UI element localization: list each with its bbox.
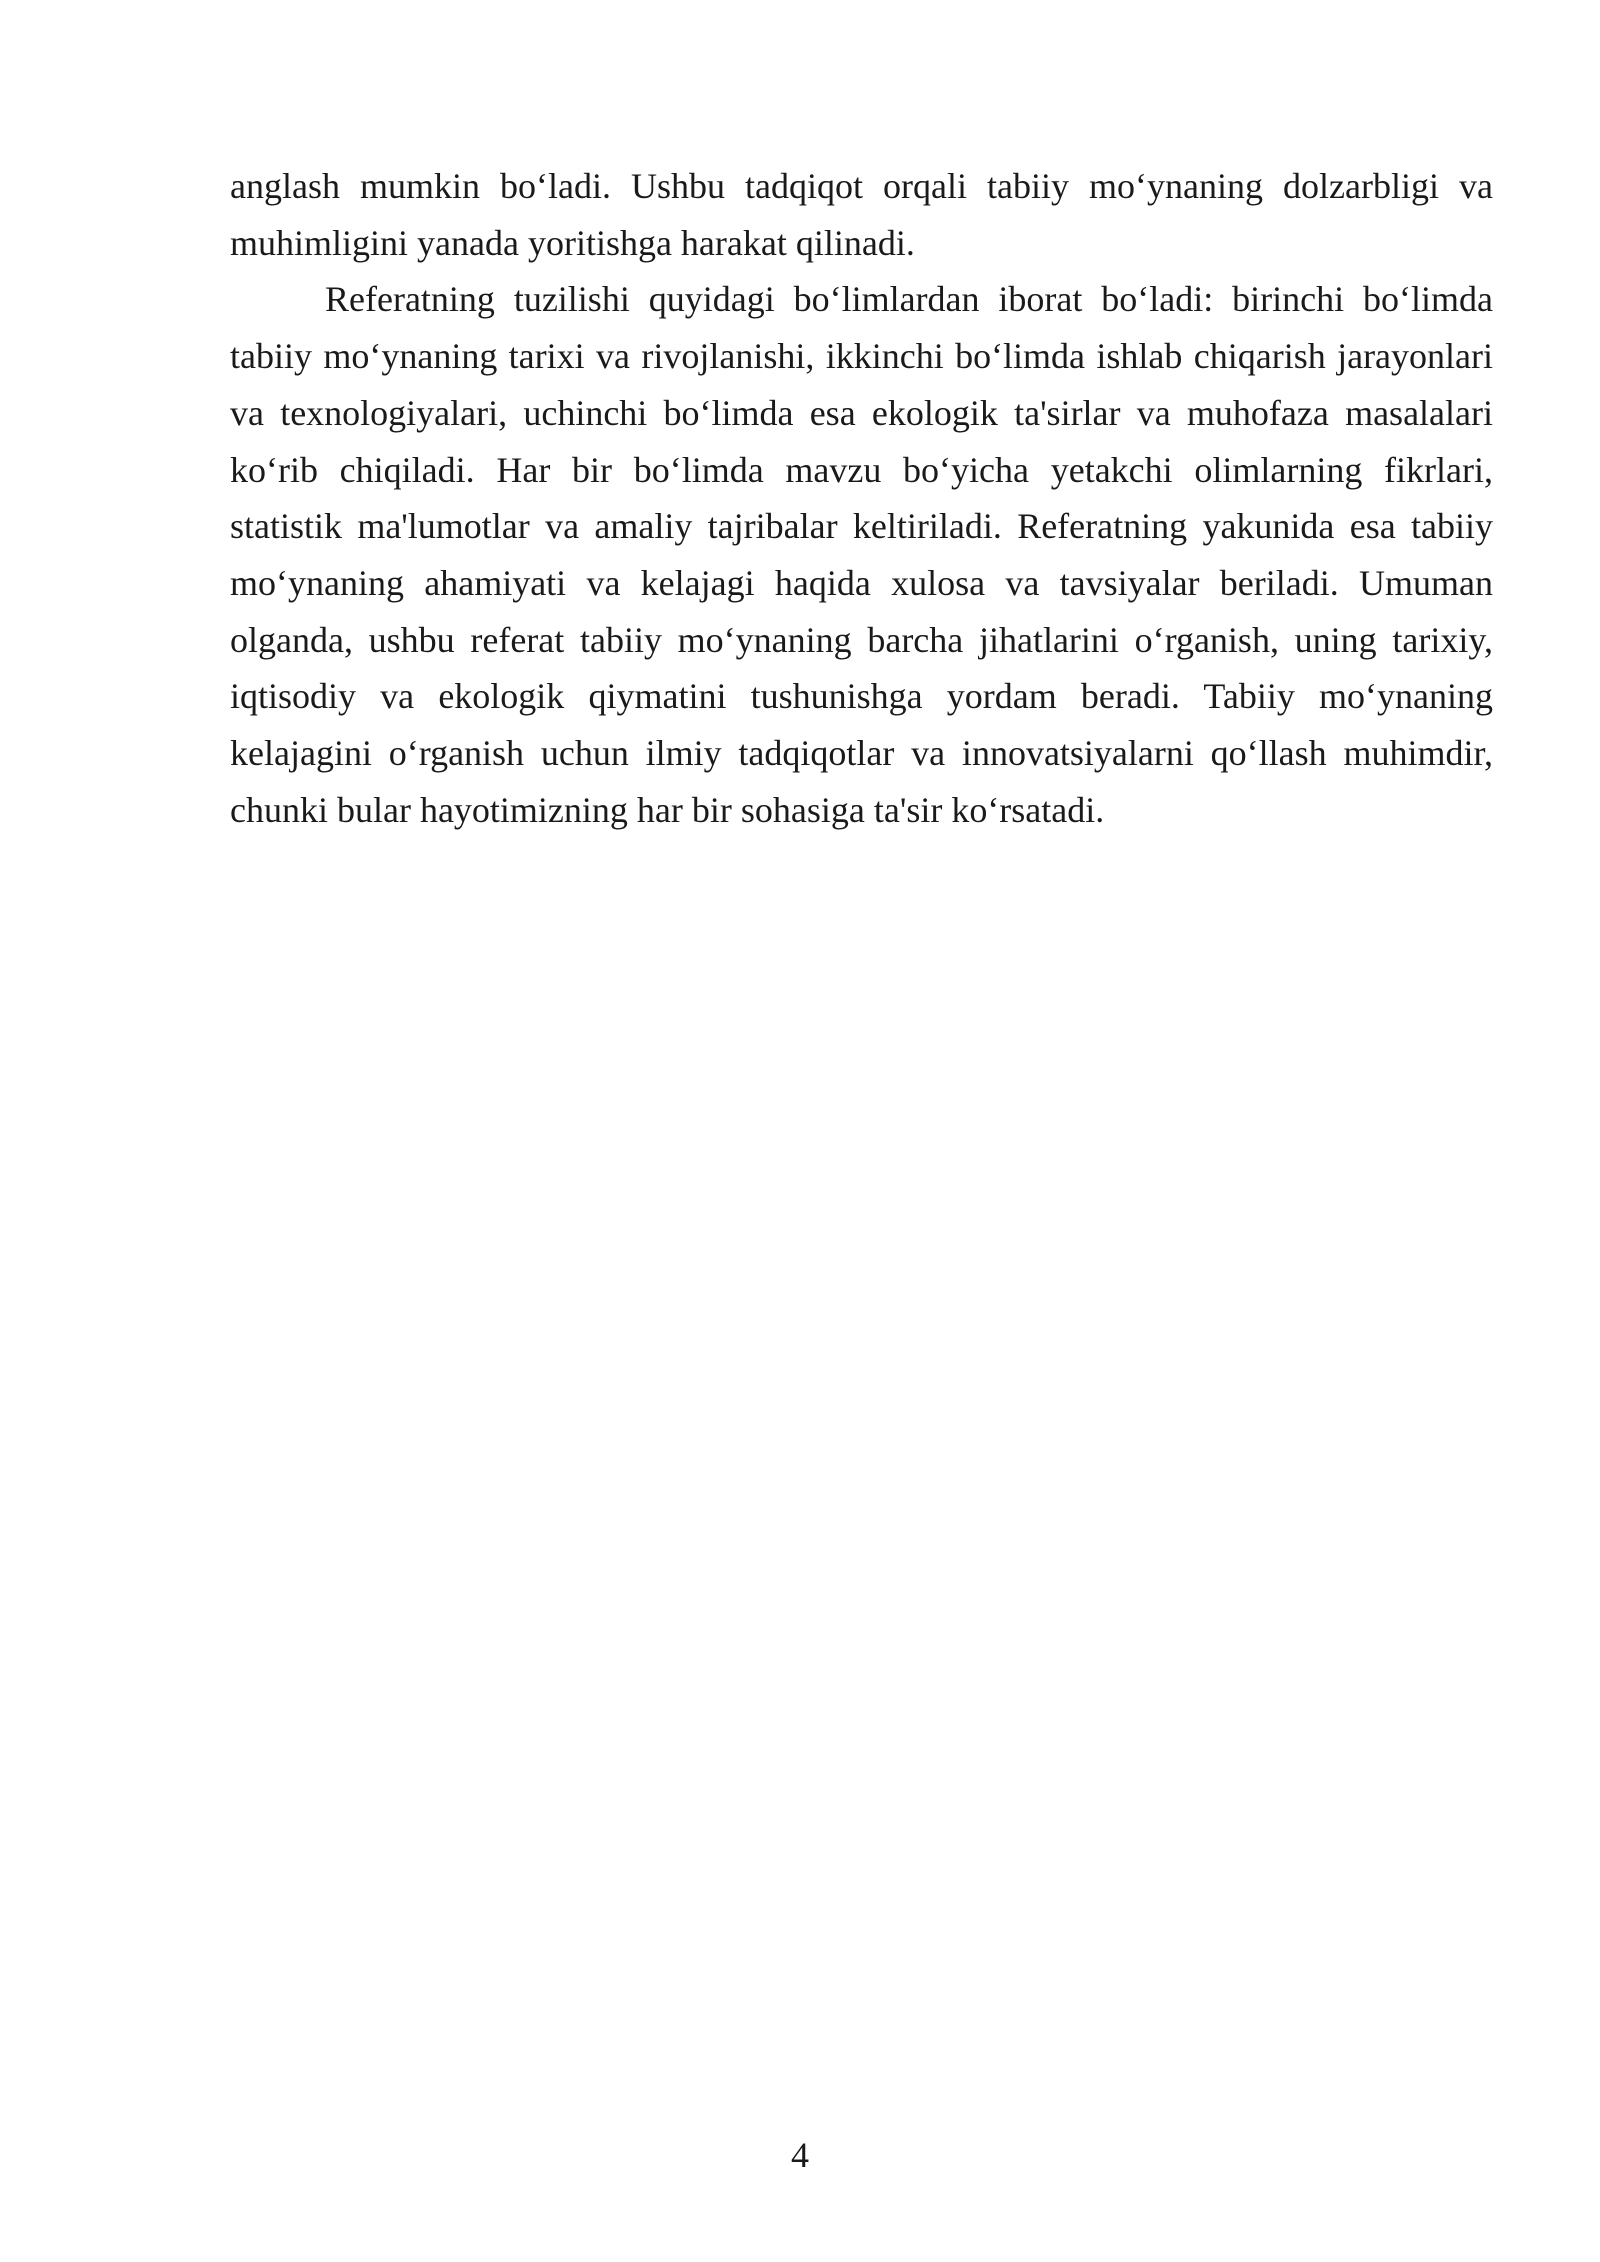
page-number: 4 bbox=[791, 2135, 809, 2175]
body-text bbox=[230, 158, 1493, 838]
paragraph-structure: Referatning tuzilishi quyidagi bo‘limlardan iborat bo‘ladi: birinchi bo‘limda tabiiy mo‘ynaning tarixi va rivojlanishi, ikkinchi bo‘limda ishlab chiqarish jarayonlari va texnologiyalari, uchinchi bo‘limda esa ekologik ta'sirlar va muhofaza masalalari ko‘rib chiqiladi. Har bir bo‘limda mavzu bo‘yicha yetakchi olimlarning fikrlari, statistik ma'lumotlar va amaliy tajribalar keltiriladi. Referatning yakunida esa tabiiy mo‘ynaning ahamiyati va kelajagi haqida xulosa va tavsiyalar beriladi. Umuman olganda, ushbu referat tabiiy mo‘ynaning barcha jihatlarini o‘rganish, uning tarixiy, iqtisodiy va ekologik qiymatini tushunishga yordam beradi. Tabiiy mo‘ynaning kelajagini o‘rganish uchun ilmiy tadqiqotlar va innovatsiyalarni qo‘llash muhimdir, chunki bular hayotimizning har bir sohasiga ta'sir ko‘rsatadi. bbox=[230, 279, 1493, 830]
paragraph-continuation: anglash mumkin bo‘ladi. Ushbu tadqiqot orqali tabiiy mo‘ynaning dolzarbligi va muhimligini yanada yoritishga harakat qilinadi. bbox=[230, 166, 1493, 263]
